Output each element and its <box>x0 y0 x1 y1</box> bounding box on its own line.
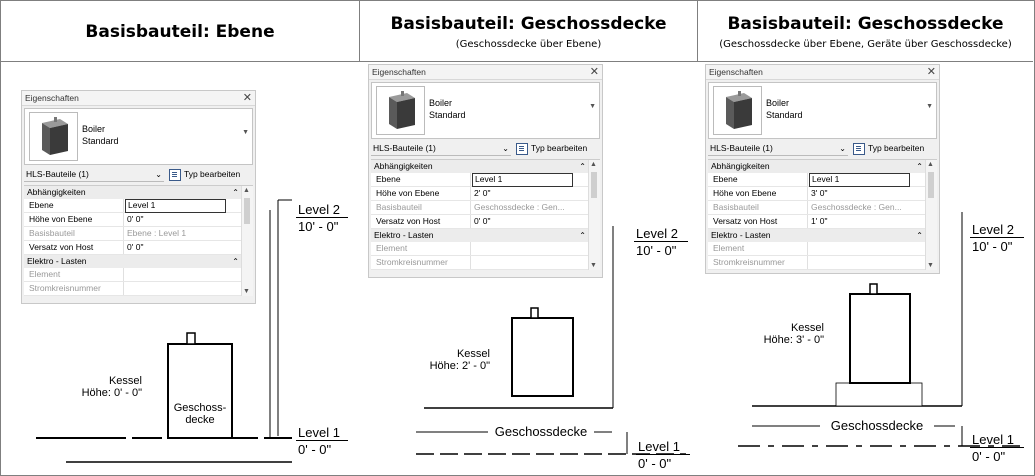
boiler-height: Höhe: 0' - 0" <box>81 387 142 399</box>
floor-label <box>168 402 232 426</box>
scroll-down-icon[interactable]: ▼ <box>243 288 250 295</box>
level-elevation: 0' - 0" <box>296 440 348 457</box>
collapse-icon[interactable]: ⌃ <box>916 231 923 240</box>
group-label: Abhängigkeiten <box>374 161 433 171</box>
header-subtitle: (Geschossdecke über Ebene) <box>455 39 602 50</box>
group-label: Elektro - Lasten <box>27 256 87 266</box>
property-name: Ebene <box>29 200 54 210</box>
property-name: Ebene <box>376 174 401 184</box>
chevron-down-icon[interactable]: ⌄ <box>502 144 509 153</box>
level-2-tag <box>970 222 1024 254</box>
level-elevation: 0' - 0" <box>970 447 1024 464</box>
chevron-down-icon[interactable]: ⌄ <box>155 170 162 179</box>
collapse-icon[interactable]: ⌃ <box>916 162 923 171</box>
level-elevation: 10' - 0" <box>296 217 348 234</box>
floor-label: Geschossdecke <box>494 424 588 439</box>
instance-filter-value: HLS-Bauteile (1) <box>710 143 773 153</box>
property-value[interactable]: 3' 0" <box>811 188 828 198</box>
level-name: Level 1 <box>972 432 1014 447</box>
property-name: Basisbauteil <box>713 202 759 212</box>
dropdown-arrow-icon[interactable]: ▼ <box>589 103 596 110</box>
floor-label-line: decke <box>185 414 215 426</box>
property-value: Geschossdecke : Gen... <box>474 202 565 212</box>
property-name: Höhe von Ebene <box>713 188 777 198</box>
level-2-tag <box>296 202 348 234</box>
level-elevation: 10' - 0" <box>634 241 688 258</box>
level-name: Level 1 <box>298 425 340 440</box>
property-name: Basisbauteil <box>29 228 75 238</box>
close-icon[interactable]: ✕ <box>926 66 936 78</box>
property-value[interactable]: Level 1 <box>472 173 573 187</box>
level-elevation: 0' - 0" <box>636 454 690 471</box>
boiler-pipe <box>870 284 877 294</box>
edit-type-label: Typ bearbeiten <box>531 143 588 153</box>
scroll-up-icon[interactable]: ▲ <box>590 161 597 168</box>
group-label: Elektro - Lasten <box>711 230 771 240</box>
property-name: Stromkreisnummer <box>376 257 448 267</box>
edit-type-label: Typ bearbeiten <box>868 143 925 153</box>
property-name: Element <box>376 243 408 253</box>
panel-title: Eigenschaften <box>709 67 763 77</box>
property-name: Versatz von Host <box>713 216 778 226</box>
instance-filter-value: HLS-Bauteile (1) <box>26 169 89 179</box>
type-name: Standard <box>766 110 803 120</box>
boiler-label <box>740 322 824 346</box>
group-label: Abhängigkeiten <box>711 161 770 171</box>
boiler-shape <box>512 318 573 396</box>
collapse-icon[interactable]: ⌃ <box>579 162 586 171</box>
collapse-icon[interactable]: ⌃ <box>579 231 586 240</box>
boiler-height: Höhe: 2' - 0" <box>429 360 490 372</box>
level-name: Level 2 <box>298 202 340 217</box>
boiler-name: Kessel <box>456 348 490 360</box>
diagram-2 <box>416 226 686 454</box>
floor-label: Geschossdecke <box>830 418 924 433</box>
close-icon[interactable]: ✕ <box>242 92 252 104</box>
level-name: Level 2 <box>972 222 1014 237</box>
boiler-name: Kessel <box>790 322 824 334</box>
chevron-down-icon[interactable]: ⌄ <box>839 144 846 153</box>
group-label: Abhängigkeiten <box>27 187 86 197</box>
level-elevation: 10' - 0" <box>970 237 1024 254</box>
property-name: Stromkreisnummer <box>29 283 101 293</box>
property-value[interactable]: 2' 0" <box>474 188 491 198</box>
header-title: Basisbauteil: Ebene <box>85 22 275 42</box>
property-value[interactable]: 0' 0" <box>474 216 491 226</box>
property-value: Ebene : Level 1 <box>127 228 187 238</box>
dropdown-arrow-icon[interactable]: ▼ <box>926 103 933 110</box>
group-label: Elektro - Lasten <box>374 230 434 240</box>
level-name: Level 2 <box>636 226 678 241</box>
level-1-tag <box>296 425 348 457</box>
boiler-name: Kessel <box>108 375 142 387</box>
property-name: Versatz von Host <box>29 242 94 252</box>
dropdown-arrow-icon[interactable]: ▼ <box>242 129 249 136</box>
property-value[interactable]: 0' 0" <box>127 242 144 252</box>
diagram-1 <box>36 200 292 462</box>
header-title: Basisbauteil: Geschossdecke <box>727 14 1004 34</box>
property-value[interactable]: Level 1 <box>125 199 226 213</box>
scroll-up-icon[interactable]: ▲ <box>927 161 934 168</box>
scroll-down-icon[interactable]: ▼ <box>927 262 934 269</box>
boiler-pipe <box>187 333 195 344</box>
boiler-height: Höhe: 3' - 0" <box>763 334 824 346</box>
support-base <box>836 383 922 406</box>
property-value[interactable]: Level 1 <box>809 173 910 187</box>
header-title: Basisbauteil: Geschossdecke <box>390 14 667 34</box>
instance-filter-value: HLS-Bauteile (1) <box>373 143 436 153</box>
property-name: Stromkreisnummer <box>713 257 785 267</box>
collapse-icon[interactable]: ⌃ <box>232 257 239 266</box>
floor-label-line: Geschoss- <box>173 402 227 414</box>
type-family: Boiler <box>82 124 106 134</box>
level-1-tag <box>636 439 690 471</box>
level-1-tag <box>970 432 1024 464</box>
collapse-icon[interactable]: ⌃ <box>232 188 239 197</box>
panel-title: Eigenschaften <box>372 67 426 77</box>
property-value[interactable]: 0' 0" <box>127 214 144 224</box>
property-value[interactable]: 1' 0" <box>811 216 828 226</box>
boiler-label <box>70 375 142 399</box>
property-name: Höhe von Ebene <box>376 188 440 198</box>
property-value: Geschossdecke : Gen... <box>811 202 902 212</box>
close-icon[interactable]: ✕ <box>589 66 599 78</box>
property-name: Basisbauteil <box>376 202 422 212</box>
header-subtitle: (Geschossdecke über Ebene, Geräte über Geschossdecke) <box>719 39 1012 50</box>
boiler-shape <box>850 294 910 383</box>
type-name: Standard <box>429 110 466 120</box>
property-name: Element <box>29 269 61 279</box>
property-name: Versatz von Host <box>376 216 441 226</box>
boiler-label <box>400 348 490 372</box>
property-name: Höhe von Ebene <box>29 214 93 224</box>
property-name: Ebene <box>713 174 738 184</box>
level-name: Level 1 <box>638 439 680 454</box>
type-family: Boiler <box>766 98 790 108</box>
level-2-tag <box>634 226 688 258</box>
scroll-down-icon[interactable]: ▼ <box>590 262 597 269</box>
scroll-up-icon[interactable]: ▲ <box>243 187 250 194</box>
panel-title: Eigenschaften <box>25 93 79 103</box>
edit-type-label: Typ bearbeiten <box>184 169 241 179</box>
type-name: Standard <box>82 136 119 146</box>
property-name: Element <box>713 243 745 253</box>
type-family: Boiler <box>429 98 453 108</box>
boiler-pipe <box>531 308 538 318</box>
